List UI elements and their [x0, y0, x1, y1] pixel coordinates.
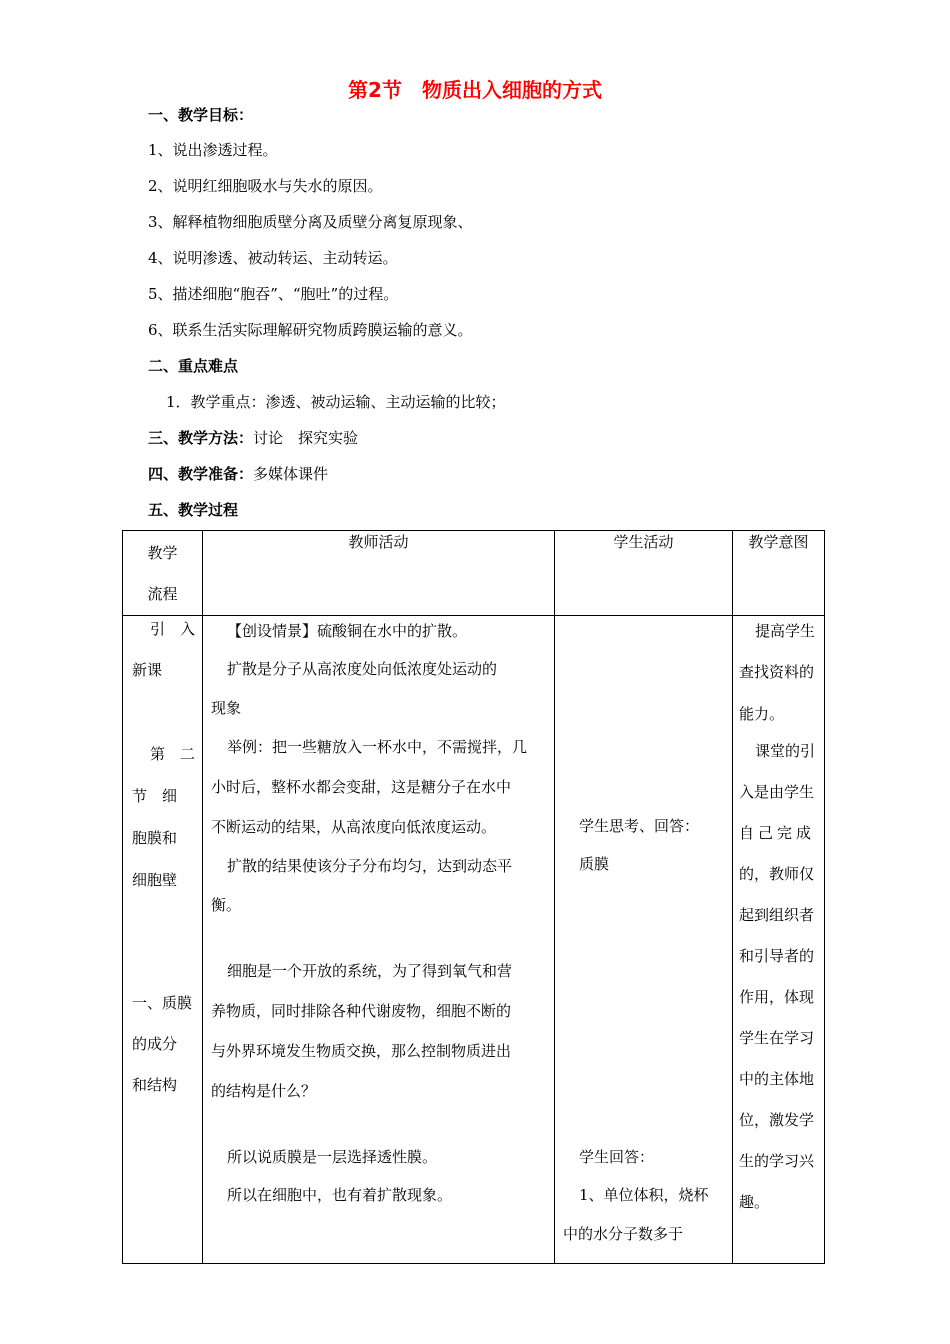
- intent-text: 自己完成: [739, 824, 816, 842]
- intent-text: 和引导者的: [739, 947, 815, 965]
- intent-text: 入是由学生: [739, 783, 815, 801]
- intent-text: 学生在学习: [739, 1029, 815, 1047]
- teacher-cell: [203, 616, 555, 1264]
- process-heading: 五、教学过程: [148, 501, 239, 519]
- objective-item: 1、说出渗透过程。: [148, 141, 278, 159]
- flow-text: 胞膜和: [132, 829, 178, 847]
- teacher-text: 细胞是一个开放的系统，为了得到氧气和营: [227, 962, 513, 980]
- keypoints-heading: 二、重点难点: [148, 357, 239, 375]
- flow-text: 节 细: [132, 787, 178, 805]
- objective-item: 6、联系生活实际理解研究物质跨膜运输的意义。: [148, 321, 473, 339]
- objective-item: 4、说明渗透、被动转运、主动转运。: [148, 249, 398, 267]
- intent-text: 查找资料的: [739, 663, 815, 681]
- flow-text: 一、质膜: [132, 994, 193, 1012]
- page-title: 第2节 物质出入细胞的方式: [348, 78, 602, 102]
- objective-item: 3、解释植物细胞质壁分离及质壁分离复原现象、: [148, 213, 473, 231]
- flow-cell: [123, 616, 203, 1264]
- flow-text: 新课: [132, 661, 163, 679]
- prep-label: 四、教学准备：: [148, 465, 254, 483]
- teacher-text: 小时后，整杯水都会变甜，这是糖分子在水中: [211, 778, 512, 796]
- teacher-text: 现象: [211, 699, 242, 717]
- flow-text: 细胞壁: [132, 871, 178, 889]
- objective-item: 5、描述细胞“胞吞”、“胞吐”的过程。: [148, 285, 399, 303]
- objectives-heading: 一、教学目标：: [148, 106, 254, 124]
- teacher-text: 养物质，同时排除各种代谢废物，细胞不断的: [211, 1002, 512, 1020]
- prep-value: 多媒体课件: [253, 465, 329, 483]
- header-student: 学生活动: [555, 531, 733, 616]
- intent-text: 的，教师仅: [739, 865, 815, 883]
- flow-text: 和结构: [132, 1076, 178, 1094]
- intent-text: 位，激发学: [739, 1111, 815, 1129]
- intent-cell: [733, 616, 825, 1264]
- flow-text: 第 二: [150, 745, 196, 763]
- process-table: [122, 530, 825, 1264]
- flow-text: 的成分: [132, 1035, 178, 1053]
- header-flow-line1: 教学: [147, 544, 178, 562]
- intent-text: 趣。: [739, 1193, 770, 1211]
- teacher-text: 【创设情景】硫酸铜在水中的扩散。: [227, 622, 468, 640]
- intent-text: 能力。: [739, 705, 785, 723]
- intent-text: 课堂的引: [755, 742, 816, 760]
- intent-text: 中的主体地: [739, 1070, 815, 1088]
- teacher-text: 的结构是什么？: [211, 1082, 317, 1100]
- teacher-text: 扩散的结果使该分子分布均匀，达到动态平: [227, 857, 513, 875]
- student-text: 质膜: [579, 855, 610, 873]
- student-text: 学生回答：: [579, 1148, 655, 1166]
- teacher-text: 所以说质膜是一层选择透性膜。: [227, 1148, 438, 1166]
- teacher-text: 不断运动的结果，从高浓度向低浓度运动。: [211, 818, 497, 836]
- header-teacher: 教师活动: [203, 531, 555, 616]
- table-row: [123, 616, 825, 1264]
- method-value: 讨论 探究实验: [253, 429, 359, 447]
- intent-text: 生的学习兴: [739, 1152, 815, 1170]
- teacher-text: 扩散是分子从高浓度处向低浓度处运动的: [227, 660, 498, 678]
- student-text: 中的水分子数多于: [563, 1225, 684, 1243]
- method-line: [148, 427, 358, 448]
- intent-text: 起到组织者: [739, 906, 815, 924]
- intent-text: 提高学生: [755, 622, 816, 640]
- student-text: 1、单位体积，烧杯: [579, 1186, 709, 1204]
- keypoint-item: 1．教学重点：渗透、被动运输、主动运输的比较；: [166, 393, 506, 411]
- objective-item: 2、说明红细胞吸水与失水的原因。: [148, 177, 383, 195]
- table-header-row: [123, 531, 825, 616]
- student-cell: [555, 616, 733, 1264]
- teacher-text: 衡。: [211, 896, 242, 914]
- prep-line: [148, 463, 328, 484]
- student-text: 学生思考、回答：: [579, 817, 700, 835]
- flow-text: 引 入: [150, 620, 196, 638]
- teacher-text: 所以在细胞中，也有着扩散现象。: [227, 1186, 453, 1204]
- method-label: 三、教学方法：: [148, 429, 254, 447]
- intent-text: 作用，体现: [739, 988, 815, 1006]
- header-flow-line2: 流程: [147, 585, 178, 603]
- header-intent: 教学意图: [733, 531, 825, 616]
- header-flow: [123, 531, 203, 616]
- teacher-text: 举例：把一些糖放入一杯水中，不需搅拌，几: [227, 738, 528, 756]
- teacher-text: 与外界环境发生物质交换，那么控制物质进出: [211, 1042, 512, 1060]
